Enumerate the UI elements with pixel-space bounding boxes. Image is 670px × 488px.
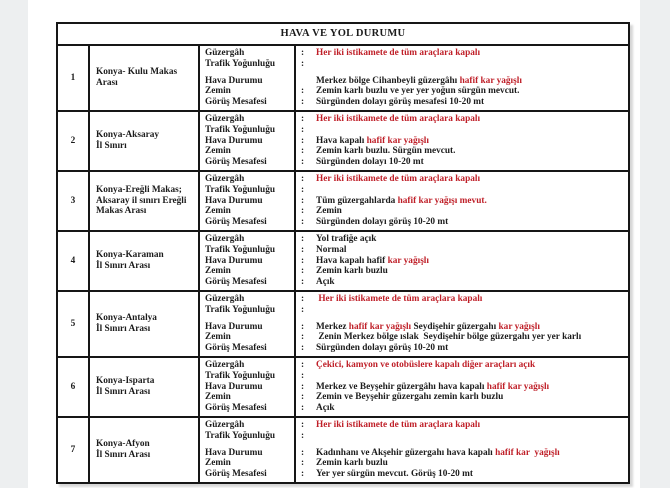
field-value-line [296, 136, 628, 147]
field-label: Trafik Yoğunluğu [205, 430, 276, 441]
field-value-line [296, 174, 628, 185]
colon-separator: : [301, 419, 305, 430]
location-line: Konya-Aksaray [96, 130, 160, 141]
field-value: Açık [316, 277, 335, 288]
field-label: Hava Durumu [205, 381, 263, 392]
field-value-line [296, 196, 628, 207]
field-value: Her iki istikamete de tüm araçlara kapalı [316, 419, 481, 430]
field-value-line [296, 403, 628, 414]
colon-separator: : [301, 86, 305, 97]
field-value-line [296, 114, 628, 125]
field-value-line [296, 217, 628, 228]
field-label: Zemin [205, 206, 231, 217]
location-line: İl Sınırı Arası [96, 449, 151, 460]
field-label: Görüş Mesafesi [205, 277, 267, 288]
colon-separator: : [301, 392, 305, 403]
field-label: Görüş Mesafesi [205, 97, 267, 108]
field-label: Hava Durumu [205, 75, 263, 86]
colon-separator: : [301, 195, 305, 206]
field-value-line [296, 256, 628, 267]
field-value-line [296, 234, 628, 245]
field-value-line [296, 245, 628, 256]
table-row [58, 46, 628, 112]
field-value: Merkez ve Beyşehir güzergâhı hava kapalı hafif kar yağışlı [316, 381, 550, 392]
colon-separator: : [301, 206, 305, 217]
values-column [296, 46, 628, 110]
field-value: Sürgünden dolayı görüş 10-20 mt [316, 217, 449, 228]
field-label: Hava Durumu [205, 447, 263, 458]
colon-separator: : [301, 173, 305, 184]
field-value: Merkez bölge Cihanbeyli güzergâhı hafif kar yağışlı [316, 75, 522, 86]
field-value: Sürgünden dolayı görüş mesafesi 10-20 mt [316, 97, 485, 108]
field-value-line [296, 157, 628, 168]
colon-separator: : [301, 321, 305, 332]
field-value-line [296, 277, 628, 288]
row-number: 3 [58, 172, 90, 230]
field-value: Her iki istikamete de tüm araçlara kapalı [316, 173, 481, 184]
table-row [58, 358, 628, 418]
page-margin-left [0, 0, 28, 488]
colon-separator: : [301, 217, 305, 228]
table-row [58, 232, 628, 292]
colon-separator: : [301, 48, 305, 58]
field-label: Güzergâh [205, 293, 245, 304]
field-value-line [296, 86, 628, 97]
field-label: Görüş Mesafesi [205, 403, 267, 414]
field-value: Zemin karlı buzlu [316, 458, 388, 469]
field-label: Zemin [205, 266, 231, 277]
field-value: Zemin ve Beyşehir güzergahı zemin karlı buzlu [316, 392, 504, 403]
location-line: Konya-Antalya [96, 313, 157, 324]
colon-separator: : [301, 277, 305, 288]
labels-column [200, 418, 296, 482]
field-label: Hava Durumu [205, 255, 263, 266]
colon-separator: : [301, 293, 305, 304]
colon-separator: : [301, 255, 305, 266]
colon-separator: : [301, 403, 305, 414]
table-title: HAVA VE YOL DURUMU [58, 24, 628, 46]
colon-separator: : [301, 146, 305, 157]
field-value-line [296, 206, 628, 217]
field-value-line [296, 294, 628, 305]
field-label: Trafik Yoğunluğu [205, 244, 276, 255]
field-value-line [296, 360, 628, 371]
location-cell [90, 358, 200, 416]
field-value: Zemin [316, 206, 342, 217]
location-line: İl Sınırı Arası [96, 386, 151, 397]
colon-separator: : [301, 266, 305, 277]
field-label: Zemin [205, 392, 231, 403]
field-value-line [296, 448, 628, 459]
colon-separator: : [301, 359, 305, 370]
weather-road-table [56, 22, 630, 484]
location-line: İl Sınırı [96, 140, 127, 151]
field-value: Açık [316, 403, 335, 414]
field-value: Tüm güzergahlarda hafif kar yağışı mevut. [316, 195, 487, 206]
table-row [58, 292, 628, 358]
row-number: 6 [58, 358, 90, 416]
labels-column [200, 112, 296, 170]
labels-column [200, 46, 296, 110]
field-value-line [296, 266, 628, 277]
location-cell [90, 46, 200, 110]
field-label: Zemin [205, 332, 231, 343]
colon-separator: : [301, 304, 305, 315]
field-value-line [296, 431, 628, 442]
field-value: Kadınhanı ve Akşehir güzergahı hava kapalı hafif kar yağışlı [316, 447, 560, 458]
field-value-line [296, 305, 628, 316]
field-label: Görüş Mesafesi [205, 157, 267, 168]
field-value-line [296, 420, 628, 431]
row-number: 5 [58, 292, 90, 356]
table-row [58, 172, 628, 232]
field-label: Trafik Yoğunluğu [205, 124, 276, 135]
field-value: Her iki istikamete de tüm araçlara kapalı [316, 293, 483, 304]
location-line: İl Sınırı Arası [96, 260, 151, 271]
values-column [296, 418, 628, 482]
table-row [58, 418, 628, 482]
row-number: 2 [58, 112, 90, 170]
table-row [58, 112, 628, 172]
field-value-line [296, 146, 628, 157]
field-label: Güzergâh [205, 419, 245, 430]
colon-separator: : [301, 97, 305, 108]
field-value-line [296, 322, 628, 333]
location-cell [90, 292, 200, 356]
field-label: Görüş Mesafesi [205, 343, 267, 354]
field-value-line [296, 48, 628, 59]
field-value: Zemin karlı buzlu. Sürgün mevcut. [316, 146, 456, 157]
location-line: Aksaray il sınırı Ereğli [96, 195, 187, 206]
field-label: Güzergâh [205, 359, 245, 370]
field-label: Hava Durumu [205, 135, 263, 146]
weather-table-body [58, 46, 628, 482]
field-value: Hava kapalı hafif kar yağışlı [316, 255, 429, 266]
field-value: Çekici, kamyon ve otobüslere kapalı diğer araçları açık [316, 359, 536, 370]
field-label: Görüş Mesafesi [205, 469, 267, 480]
colon-separator: : [301, 332, 305, 343]
field-value: Sürgünden dolayı görüş 10-20 mt [316, 343, 449, 354]
field-value: Sürgünden dolayı 10-20 mt [316, 157, 424, 168]
field-label: Zemin [205, 458, 231, 469]
values-column [296, 112, 628, 170]
field-label: Güzergâh [205, 48, 245, 58]
field-label: Trafik Yoğunluğu [205, 304, 276, 315]
location-line: Konya- Kulu Makas [96, 67, 178, 78]
field-label: Hava Durumu [205, 195, 263, 206]
field-value-line [296, 125, 628, 136]
field-value: Zemin karlı buzlu [316, 266, 388, 277]
field-value: Yer yer sürgün mevcut. Görüş 10-20 mt [316, 469, 473, 480]
colon-separator: : [301, 124, 305, 135]
field-label: Hava Durumu [205, 321, 263, 332]
colon-separator: : [301, 370, 305, 381]
colon-separator: : [301, 430, 305, 441]
location-line: Konya-Ereğli Makas; [96, 184, 182, 195]
values-column [296, 172, 628, 230]
location-line: Makas Arası [96, 206, 147, 217]
field-label: Zemin [205, 146, 231, 157]
field-label: Trafik Yoğunluğu [205, 370, 276, 381]
field-label: Trafik Yoğunluğu [205, 184, 276, 195]
page-margin-right [640, 0, 670, 488]
labels-column [200, 358, 296, 416]
colon-separator: : [301, 157, 305, 168]
colon-separator: : [301, 244, 305, 255]
colon-separator: : [301, 233, 305, 244]
colon-separator: : [301, 381, 305, 392]
field-value-line [296, 371, 628, 382]
field-label: Güzergâh [205, 233, 245, 244]
field-label: Trafik Yoğunluğu [205, 58, 276, 69]
colon-separator: : [301, 458, 305, 469]
row-number: 7 [58, 418, 90, 482]
field-value-line [296, 392, 628, 403]
colon-separator: : [301, 343, 305, 354]
field-value: Her iki istikamete de tüm araçlara kapalı [316, 48, 481, 58]
colon-separator: : [301, 469, 305, 480]
colon-separator: : [301, 447, 305, 458]
colon-separator: : [301, 135, 305, 146]
field-value: Zemin karlı buzlu ve yer yer yoğun sürgün mevcut. [316, 86, 520, 97]
location-cell [90, 172, 200, 230]
colon-separator: : [301, 58, 305, 69]
labels-column [200, 292, 296, 356]
field-value: Normal [316, 244, 347, 255]
colon-separator: : [301, 113, 305, 124]
field-label: Zemin [205, 86, 231, 97]
location-line: Konya-Afyon [96, 439, 150, 450]
row-number: 4 [58, 232, 90, 290]
field-value: Hava kapalı hafif kar yağışlı [316, 135, 429, 146]
values-column [296, 232, 628, 290]
values-column [296, 292, 628, 356]
location-line: İl Sınırı Arası [96, 323, 151, 334]
field-value-line [296, 76, 628, 87]
labels-column [200, 232, 296, 290]
location-line: Konya-Isparta [96, 376, 155, 387]
field-value-line [296, 97, 628, 108]
location-cell [90, 112, 200, 170]
field-value-line [296, 382, 628, 393]
field-value: Yol trafiğe açık [316, 233, 377, 244]
field-value-line [296, 469, 628, 480]
field-value-line [296, 343, 628, 354]
location-line: Konya-Karaman [96, 250, 164, 261]
field-value: Her iki istikamete de tüm araçlara kapalı [316, 113, 481, 124]
field-label: Güzergâh [205, 113, 245, 124]
field-label: Güzergâh [205, 173, 245, 184]
field-value-line [296, 59, 628, 70]
field-value: Zenin Merkez bölge ıslak Seydişehir bölge güzergahı yer yer karlı [316, 332, 582, 343]
location-line: Arası [96, 77, 118, 88]
values-column [296, 358, 628, 416]
location-cell [90, 418, 200, 482]
field-value: Merkez hafif kar yağışlı Seydişehir güzergahı kar yağışlı [316, 321, 540, 332]
field-label: Görüş Mesafesi [205, 217, 267, 228]
field-value-line [296, 332, 628, 343]
location-cell [90, 232, 200, 290]
row-number: 1 [58, 46, 90, 110]
labels-column [200, 172, 296, 230]
colon-separator: : [301, 184, 305, 195]
field-value-line [296, 458, 628, 469]
field-value-line [296, 185, 628, 196]
